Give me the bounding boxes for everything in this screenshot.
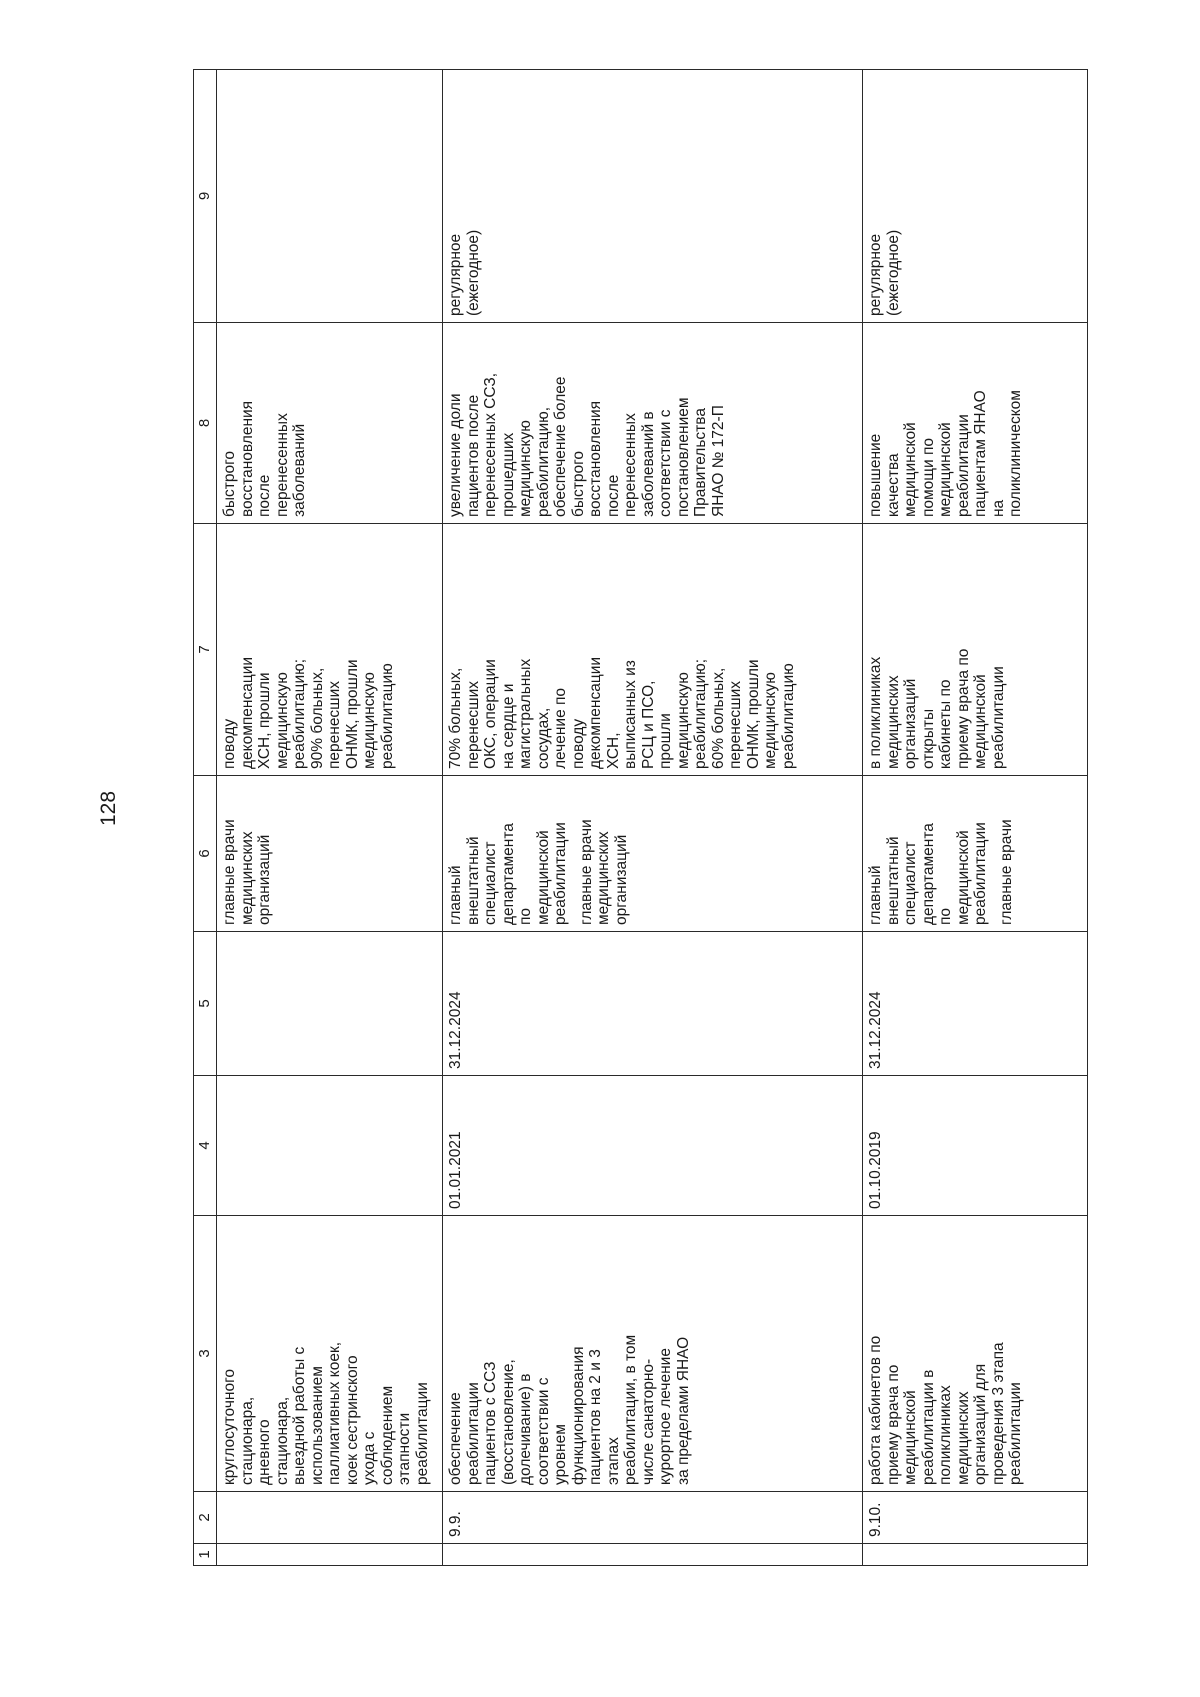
header-cell: 4 [194, 1076, 217, 1216]
table-cell [217, 1544, 443, 1566]
table-cell [217, 1492, 443, 1544]
header-row [194, 70, 217, 1566]
table-cell: 70% больных, перенесших ОКС, операции на сердце и магистральных сосудах, лечение по поводу декомпенсации ХСН, выписанных из РСЦ и ПСО, прошли медицинскую реабилитацию; 60% больных, перенесших ОНМК, прошли медицинскую реабилитацию [443, 524, 863, 776]
cell-paragraph: главные врачи [997, 819, 1015, 925]
header-cell: 5 [194, 932, 217, 1076]
table-cell: регулярное (ежегодное) [863, 70, 1088, 323]
header-cell: 6 [194, 776, 217, 932]
table-cell [217, 932, 443, 1076]
cell-paragraph: главный внештатный специалист департамента по медицинской реабилитации [867, 822, 989, 925]
table-cell [863, 1544, 1088, 1566]
header-cell: 1 [194, 1544, 217, 1566]
table-row [863, 70, 1088, 1566]
table-cell [217, 1076, 443, 1216]
header-cell: 8 [194, 323, 217, 524]
table-cell: увеличение доли пациентов после перенесенных ССЗ, прошедших медицинскую реабилитацию, обеспечение более быстрого восстановления после перенесенных заболеваний в соответствии с постановлением Правительства ЯНАО № 172-П [443, 323, 863, 524]
table-cell [217, 776, 443, 932]
table-cell: обеспечение реабилитации пациентов с ССЗ (восстановление, долечивание) в соответствии с уровнем функционирования пациентов на 2 и 3 этапах реабилитации, в том числе санаторно- курортное лечение за пределами ЯНАО [443, 1216, 863, 1492]
header-cell: 7 [194, 524, 217, 776]
table-cell: 01.10.2019 [863, 1076, 1088, 1216]
table-cell [863, 776, 1088, 932]
header-cell: 3 [194, 1216, 217, 1492]
rotated-table-wrapper [193, 70, 1086, 1566]
header-cell: 9 [194, 70, 217, 323]
page-number: 128 [97, 790, 120, 826]
table-row [443, 70, 863, 1566]
table-cell: быстрого восстановления после перенесенных заболеваний [217, 323, 443, 524]
table-cell: 9.9. [443, 1492, 863, 1544]
cell-paragraph: главный внештатный специалист департамента по медицинской реабилитации [447, 822, 569, 925]
table-cell: поводу декомпенсации ХСН, прошли медицинскую реабилитацию; 90% больных, перенесших ОНМК, прошли медицинскую реабилитацию [217, 524, 443, 776]
table-cell: 31.12.2024 [443, 932, 863, 1076]
table-cell [443, 776, 863, 932]
table-cell: 31.12.2024 [863, 932, 1088, 1076]
table-cell: регулярное (ежегодное) [443, 70, 863, 323]
table-cell [217, 70, 443, 323]
table-cell: 9.10. [863, 1492, 1088, 1544]
table-cell: работа кабинетов по приему врача по медицинской реабилитации в поликлиниках медицинских организаций для проведения 3 этапа реабилитации [863, 1216, 1088, 1492]
table-cell: круглосуточного стационара, дневного стационара, выездной работы с использованием паллиативных коек, коек сестринского ухода с соблюдением этапности реабилитации [217, 1216, 443, 1492]
cell-paragraph: главные врачи медицинских организаций [577, 819, 630, 925]
table-row [217, 70, 443, 1566]
table-cell [443, 1544, 863, 1566]
table-cell: в поликлиниках медицинских организаций открыты кабинеты по приему врача по медицинской реабилитации [863, 524, 1088, 776]
table-cell: 01.01.2021 [443, 1076, 863, 1216]
document-table [193, 69, 1088, 1566]
header-cell: 2 [194, 1492, 217, 1544]
cell-paragraph: главные врачи медицинских организаций [221, 819, 273, 925]
table-cell: повышение качества медицинской помощи по медицинской реабилитации пациентам ЯНАО на поликлиническом [863, 323, 1088, 524]
